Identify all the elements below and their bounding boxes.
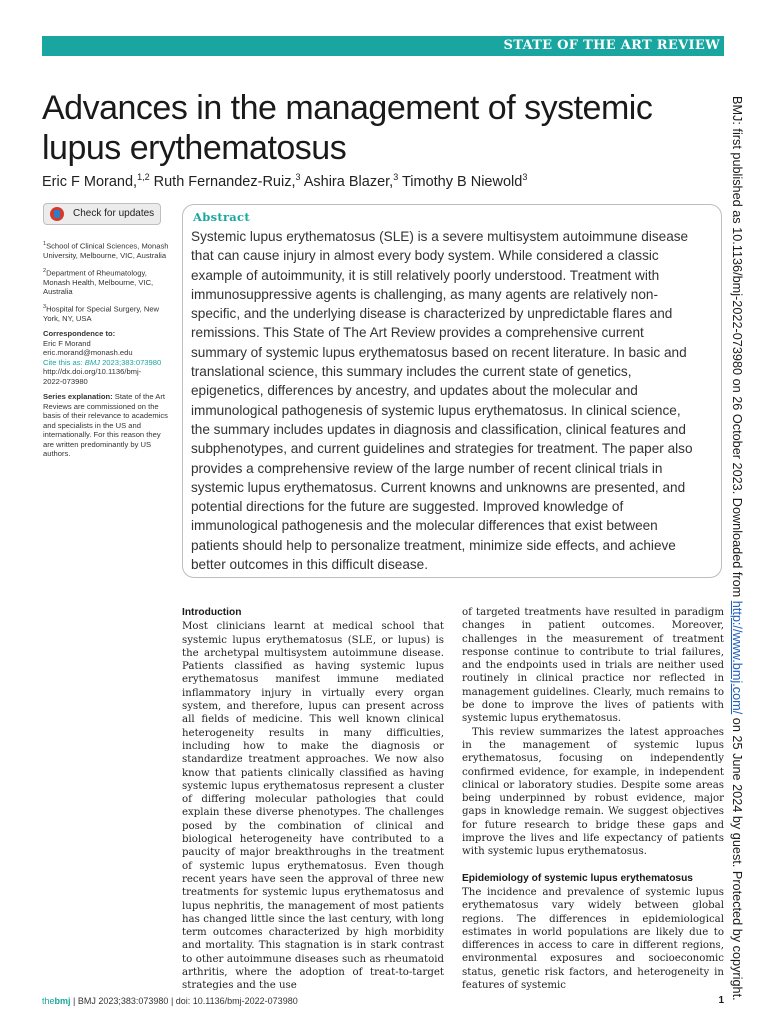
series-text: State of the Art Reviews are commissioned on the basis of their relevance to academics and specialists in the US and internationally. For this reason they are written predominantly by US authors.	[43, 392, 168, 459]
series-explanation	[43, 392, 171, 459]
correspondence-email[interactable]: eric.morand@monash.edu	[43, 348, 133, 358]
section-label: STATE OF THE ART REVIEW	[503, 38, 720, 53]
download-notice-suffix: on 25 June 2024 by guest. Protected by copyright.	[730, 714, 744, 1001]
article-sidebar	[43, 240, 171, 465]
journal-logo: bmj	[54, 996, 71, 1006]
introduction-paragraph-continued: of targeted treatments have resulted in paradigm changes in patient outcomes. Moreover, challenges in the measurement of treatment response continue to contribute to trial failures, and the endpoints used in trials are neither used routinely in clinical practice nor reflected in management guidelines. Clearly, much remains to be done to improve the lives of patients with systemic lupus erythematosus.	[462, 607, 724, 725]
download-notice	[730, 96, 745, 1001]
epidemiology-heading: Epidemiology of systemic lupus erythematosus	[462, 872, 693, 884]
introduction-paragraph: Most clinicians learnt at medical school that systemic lupus erythematosus (SLE, or lupus) is the archetypal multisystem autoimmune disease. Patients classified as having systemic lupus erythematosus manifest immune mediated inflammatory injury in virtually every organ system, and therefore, lupus can present across all fields of medicine. This well known clinical heterogeneity results in many difficulties, including how to make the diagnosis or standardize treatment approaches. We now also know that patients clinically classified as having systemic lupus erythematosus represent a cluster of differing molecular pathologies that could explain these diverse phenotypes. The challenges posed by the combination of clinical and biological heterogeneity have contributed to a paucity of major breakthroughs in the treatment of systemic lupus erythematosus. Even though recent years have seen the approval of three new treatments for systemic lupus erythematosus and lupus nephritis, the management of most patients has changed little since the last century, with long term outcomes characterized by high morbidity and mortality. This stagnation is in stark contrast to other autoimmune diseases such as rheumatoid arthritis, where the adoption of treat-to-target strategies and the use	[182, 621, 444, 992]
author-name[interactable]: Ashira Blazer,	[300, 174, 394, 190]
author-name[interactable]: Timothy B Niewold	[398, 174, 523, 190]
author-list	[42, 174, 527, 190]
crossmark-icon	[50, 207, 64, 221]
abstract-heading: Abstract	[193, 210, 250, 224]
affiliation-1: $^1$School of Clinical Sciences, Monash University, Melbourne, VIC, Australia	[43, 241, 169, 261]
page-number: 1	[718, 995, 724, 1006]
cite-prefix: Cite this as:	[43, 357, 85, 367]
download-notice-prefix: BMJ: first published as 10.1136/bmj-2022-073980 on 26 October 2023. Downloaded from	[730, 96, 744, 601]
epidemiology-paragraph: The incidence and prevalence of systemic lupus erythematosus vary widely between global regions. The differences in epidemiological estimates in world populations are likely due to differences in access to care in different regions, environmental exposures and socioeconomic status, genetic risk factors, and heterogeneity in features of systemic	[462, 886, 724, 992]
doi-link-cont[interactable]: 2022-073980	[43, 376, 88, 386]
introduction-paragraph-2: This review summarizes the latest approaches in the management of systemic lupus erythematosus, focusing on independently confirmed evidence, for example, in independent clinical or laboratory studies. Despite some areas being underpinned by robust evidence, major gaps in knowledge remain. We suggest objectives for future research to bridge these gaps and improve the lives and life expectancy of patients with systemic lupus erythematosus.	[462, 726, 724, 858]
author-name[interactable]: Eric F Morand,	[42, 174, 138, 190]
correspondence	[43, 329, 171, 386]
check-for-updates-button[interactable]	[43, 203, 161, 225]
author-name[interactable]: Ruth Fernandez-Ruiz,	[149, 174, 296, 190]
journal-logo-prefix: the	[42, 996, 55, 1006]
author-affiliation-ref: 3	[522, 172, 528, 183]
abstract-box	[182, 204, 722, 578]
correspondence-name: Eric F Morand	[43, 338, 91, 348]
page-footer	[42, 996, 298, 1006]
series-label: Series explanation:	[43, 392, 113, 402]
article-title: Advances in the management of systemic lupus erythematosus	[42, 89, 653, 167]
author-affiliation-ref: 3	[393, 172, 399, 183]
section-banner	[42, 36, 724, 56]
bmj-website-link[interactable]: http://www.bmj.com/	[730, 600, 744, 715]
cite-ref: 2023;383:073980	[99, 357, 162, 367]
download-notice-text	[730, 96, 744, 1001]
footer-citation: | BMJ 2023;383:073980 | doi: 10.1136/bmj-2022-073980	[70, 996, 298, 1006]
affiliation-3: $^3$Hospital for Special Surgery, New York, NY, USA	[43, 303, 160, 323]
check-for-updates-label: Check for updates	[73, 208, 155, 219]
correspondence-label: Correspondence to:	[43, 329, 116, 339]
affiliation-2: $^2$Department of Rheumatology, Monash Health, Melbourne, VIC, Australia	[43, 267, 154, 297]
doi-link[interactable]: http://dx.doi.org/10.1136/bmj-	[43, 367, 142, 377]
author-affiliation-ref: 1,2	[137, 172, 150, 183]
body-column-right	[462, 606, 724, 992]
author-affiliation-ref: 3	[295, 172, 301, 183]
cite-journal: BMJ	[84, 357, 100, 367]
abstract-text: Systemic lupus erythematosus (SLE) is a severe multisystem autoimmune disease that can cause injury in almost every body system. While considered a classic example of autoimmunity, it is still relatively poorly understood. Treatment with immunosuppressive agents is challenging, as many agents are relatively non-specific, and the underlying disease is characterized by unpredictable flares and remissions. This State of The Art Review provides a comprehensive current summary of systemic lupus erythematosus based on recent literature. In basic and translational science, this summary includes the current state of genetics, epigenetics, differences by ancestry, and updates about the molecular and immunological pathogenesis of systemic lupus erythematosus. In clinical science, the summary includes updates in diagnosis and classification, clinical features and subphenotypes, and current guidelines and strategies for treatment. The paper also provides a comprehensive review of the large number of recent clinical trials in systemic lupus erythematosus. Current knowns and unknowns are presented, and potential directions for the future are suggested. Improved knowledge of immunological pathogenesis and the molecular differences that exist between patients should help to personalize treatment, minimize side effects, and achieve better outcomes in this difficult disease.	[191, 229, 693, 573]
introduction-heading: Introduction	[182, 607, 242, 618]
body-column-left	[182, 606, 444, 993]
